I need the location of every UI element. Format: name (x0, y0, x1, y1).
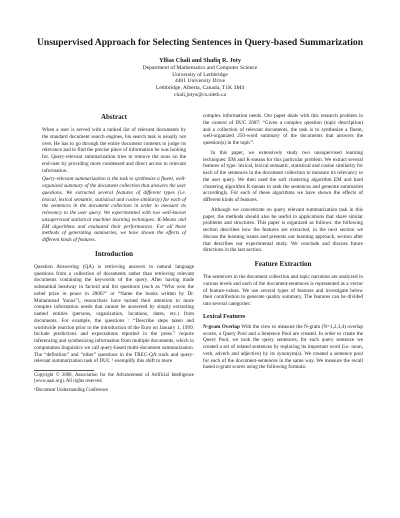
abstract-heading: Abstract (100, 113, 128, 121)
body-paragraph: The sentences in the document collection and topic narration are analyzed in various levels and each of the document-sentences is represented as a vector of feature-values. We use several types of features and investigate below their contribution to generate quality summary. The features can be divided into several categories: (203, 274, 363, 307)
left-column (34, 113, 194, 397)
ngram-overlap-lead: N-gram Overlap (203, 323, 240, 330)
abstract-body (34, 127, 194, 244)
body-paragraph: complex information needs. Our paper deals with this research problem in the context of DUC 2007: “Given a complex question (topic description) and a collection of relevant documents, the task is to synthesize a fluent, well-organized 250-word summary of the documents that answers the question(s) in the topic”. (203, 113, 363, 146)
affiliation-line: 4401 University Drive (174, 78, 226, 85)
footnote-divider (34, 370, 94, 371)
introduction-paragraph: Question Answering (QA) is retrieving answers to natural language questions from a collection of documents rather than retrieving relevant documents containing the keywords of the query. After having made substantial headway in factoid and list questions (such as “Who won the nobel prize in peace in 2006?” or “Name the books written by Dr. Muhammad Yunus”), researchers have turned their attention to more complex information needs that cannot be answered by simply extracting named entities (persons, organization, locations, dates, etc.) from documents. For example, the questions : “Describe steps taken and worldwide reaction prior to the introduction of the Euro on January 1, 1999. Include predictions and expectations reported in the press.” require inferencing and synthesizing information from multiple documents, which in computation linguistics we call query-based multi-document summarization. The “definition” and “other” questions in the TREC-QA track and query-relevant summarization task of DUC ¹ exemplify this shift to more (34, 263, 194, 365)
abstract-paragraph: When a user is served with a ranked list of relevant documents by the standard document search engines, his search task is usually not over. He has to go through the entire document contents to judge its relevance and to find the precise piece of information he was looking for. Query-relevant summarization tries to remove the onus on the end-user by providing more condensed and direct access to relevant information. (42, 127, 186, 174)
introduction-heading: Introduction (95, 249, 133, 258)
right-column (203, 113, 363, 374)
footnote-1: ¹Document Understanding Conference (34, 388, 109, 393)
body-paragraph: Although we concentrate on query relevant summarization task in this paper, the methods should also be useful in applications that share similar problems and structures. This paper is organized as follows: the following section describes how the features are extracted, in the next section we discuss the learning issues and presents our learning approach, section after that describes our experimental study. We conclude and discuss future directions in the last section. (203, 206, 363, 254)
feature-extraction-heading: Feature Extraction (254, 260, 312, 268)
abstract-paragraph: Query-relevant summarization is the task to synthesize a fluent, well-organized summary of the document collection that answers the user questions. We extracted several features of different types (i.e. lexical, lexical semantic, statistical and cosine similarity) for each of the sentences in the document collection in order to measure its relevancy to the user query. We experimented with two well-known unsupervised statistical machine learning techniques: K-Means and EM algorithms and evaluated their performances. For all these methods of generating summaries, we have shown the effects of different kinds of features. (42, 176, 186, 243)
lexical-features-heading: Lexical Features (203, 313, 246, 320)
body-paragraph: In this paper, we extensively study two unsupervised learning techniques: EM and K-means for this particular problem. We extract several features of type: lexical, lexical semantic, statistical and cosine similarity for each of the sentences in the document collection to measure its relevancy to the user query. We then used the soft clustering algorithm EM and hard clustering algorithm K-means to rank the sentences and generate summaries accordingly. For each of these algorithms we have shown the effects of different kinds of features. (203, 149, 363, 203)
affiliation-line: Lethbridge, Alberta, Canada, T1K 3M4 (155, 85, 245, 92)
affiliation-line: University of Lethbridge (172, 71, 228, 78)
author-names: Yllias Chali and Shafiq R. Joty (159, 57, 241, 64)
copyright-notice: Copyright © 2008, Association for the Advancement of Artificial Intelligence (www.aaai.org). All rights reserved. (34, 373, 194, 384)
paper-title: Unsupervised Approach for Selecting Sentences in Query-based Summarization (36, 37, 364, 48)
author-email: chali,jotys@cs.uleth.ca (174, 91, 226, 98)
author-block (0, 58, 400, 99)
ngram-overlap-text: With the view to measure the N-gram (N=1,2,3,4) overlap scores, a Query Pool and a Sentence Pool are created. In order to create the Query Pool, we took the query sentences, for each query sentence we created a set of related sentences by replacing its important word (i.e. noun, verb, adverb and adjective) by its synonym(s). We created a sentence pool for each of the document-sentences in the same way. We measure the recall based n-gram scores using the following formula: (203, 323, 363, 371)
affiliation-line: Department of Mathematics and Computer Science (142, 64, 258, 71)
body-paragraph (203, 324, 363, 371)
